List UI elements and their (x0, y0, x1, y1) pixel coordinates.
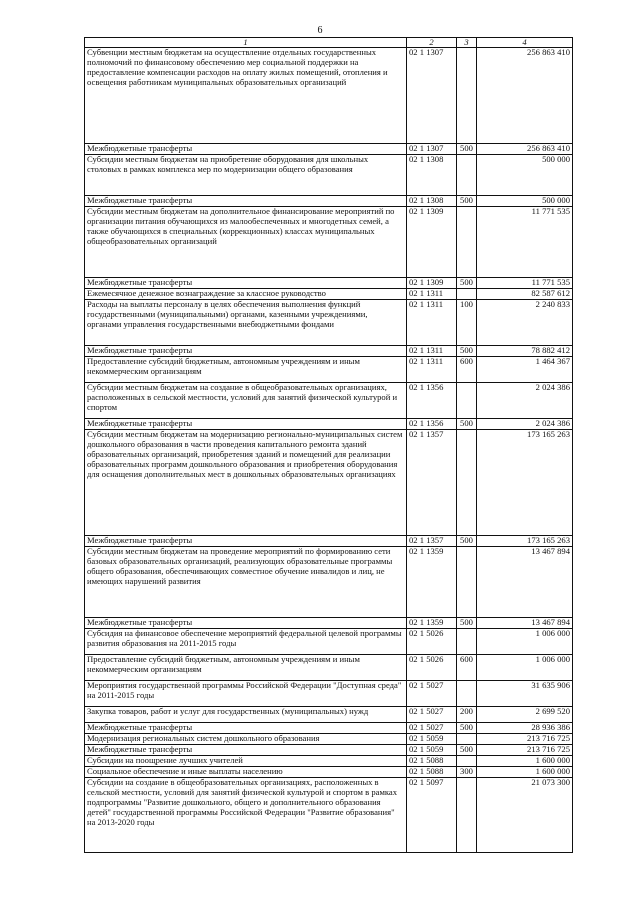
row-type: 600 (457, 655, 477, 681)
header-col-1: 1 (85, 38, 407, 48)
table-row (85, 383, 573, 419)
row-code: 02 1 1356 (407, 383, 457, 419)
row-name: Межбюджетные трансферты (85, 196, 407, 207)
row-type: 500 (457, 144, 477, 155)
row-amount: 173 165 263 (477, 430, 573, 536)
row-name: Межбюджетные трансферты (85, 618, 407, 629)
table-row (85, 289, 573, 300)
row-type (457, 207, 477, 278)
row-code: 02 1 1357 (407, 430, 457, 536)
row-code: 02 1 1307 (407, 48, 457, 144)
row-name: Субвенции местным бюджетам на осуществление отдельных государственных полномочий по финансовому обеспечению мер социальной поддержки на предоставление компенсации расходов на оплату жилых помещений, отопления и освещения работникам муниципальных образовательных организаций (85, 48, 407, 144)
row-code: 02 1 5097 (407, 778, 457, 853)
row-amount: 2 024 386 (477, 383, 573, 419)
row-amount: 1 006 000 (477, 629, 573, 655)
row-type: 100 (457, 300, 477, 346)
table-row (85, 155, 573, 196)
table-row (85, 419, 573, 430)
table-row (85, 547, 573, 618)
row-type (457, 155, 477, 196)
row-amount: 13 467 894 (477, 547, 573, 618)
row-code: 02 1 1311 (407, 346, 457, 357)
row-type (457, 734, 477, 745)
row-type (457, 289, 477, 300)
table-row (85, 48, 573, 144)
row-type (457, 547, 477, 618)
row-code: 02 1 1307 (407, 144, 457, 155)
row-name: Социальное обеспечение и иные выплаты населению (85, 767, 407, 778)
row-name: Межбюджетные трансферты (85, 536, 407, 547)
table-row (85, 300, 573, 346)
row-name: Межбюджетные трансферты (85, 419, 407, 430)
row-code: 02 1 5026 (407, 629, 457, 655)
table-row (85, 278, 573, 289)
row-name: Предоставление субсидий бюджетным, автономным учреждениям и иным некоммерческим организациям (85, 655, 407, 681)
row-type: 200 (457, 707, 477, 723)
row-name: Ежемесячное денежное вознаграждение за классное руководство (85, 289, 407, 300)
row-amount: 28 936 386 (477, 723, 573, 734)
row-code: 02 1 1356 (407, 419, 457, 430)
row-code: 02 1 1308 (407, 155, 457, 196)
row-name: Субсидии местным бюджетам на модернизацию регионально-муниципальных систем дошкольного образования в части проведения капитального ремонта зданий образовательных организаций, приобретения зданий и помещений для реализации образовательных программ дошкольного образования и приобретения оборудования для оснащения дополнительных мест в дошкольных образовательных организациях (85, 430, 407, 536)
row-name: Межбюджетные трансферты (85, 346, 407, 357)
row-amount: 1 464 367 (477, 357, 573, 383)
row-code: 02 1 5026 (407, 655, 457, 681)
row-code: 02 1 1309 (407, 207, 457, 278)
row-type: 500 (457, 419, 477, 430)
table-row (85, 430, 573, 536)
row-name: Субсидии местным бюджетам на создание в общеобразовательных организациях, расположенных в сельской местности, условий для занятий физической культурой и спортом (85, 383, 407, 419)
row-type: 500 (457, 745, 477, 756)
table-row (85, 756, 573, 767)
row-type (457, 681, 477, 707)
table-row (85, 629, 573, 655)
row-name: Субсидии местным бюджетам на приобретение оборудования для школьных столовых в рамках комплекса мер по модернизации общего образования (85, 155, 407, 196)
table-row (85, 618, 573, 629)
table-row (85, 346, 573, 357)
row-type: 500 (457, 536, 477, 547)
row-type (457, 48, 477, 144)
row-amount: 500 000 (477, 155, 573, 196)
header-col-3: 3 (457, 38, 477, 48)
header-row (85, 38, 573, 48)
row-code: 02 1 1308 (407, 196, 457, 207)
row-code: 02 1 5059 (407, 745, 457, 756)
row-type (457, 383, 477, 419)
row-amount: 213 716 725 (477, 734, 573, 745)
row-amount: 1 600 000 (477, 767, 573, 778)
row-code: 02 1 5027 (407, 707, 457, 723)
table-row (85, 196, 573, 207)
table-row (85, 357, 573, 383)
table-row (85, 207, 573, 278)
row-type: 500 (457, 278, 477, 289)
row-code: 02 1 1309 (407, 278, 457, 289)
row-name: Субсидии местным бюджетам на проведение мероприятий по формированию сети базовых образовательных организаций, реализующих образовательные программы общего образования, обеспечивающих совместное обучение инвалидов и лиц, не имеющих нарушений развития (85, 547, 407, 618)
table-row (85, 745, 573, 756)
row-type (457, 778, 477, 853)
row-name: Закупка товаров, работ и услуг для государственных (муниципальных) нужд (85, 707, 407, 723)
row-amount: 13 467 894 (477, 618, 573, 629)
row-name: Субсидия на финансовое обеспечение мероприятий федеральной целевой программы развития образования на 2011-2015 годы (85, 629, 407, 655)
row-code: 02 1 5088 (407, 767, 457, 778)
row-type: 500 (457, 346, 477, 357)
row-name: Межбюджетные трансферты (85, 278, 407, 289)
row-name: Межбюджетные трансферты (85, 723, 407, 734)
row-amount: 78 882 412 (477, 346, 573, 357)
row-code: 02 1 5027 (407, 723, 457, 734)
table-row (85, 723, 573, 734)
row-amount: 82 587 612 (477, 289, 573, 300)
row-amount: 31 635 906 (477, 681, 573, 707)
row-code: 02 1 1311 (407, 300, 457, 346)
row-amount: 21 073 300 (477, 778, 573, 853)
row-amount: 2 240 833 (477, 300, 573, 346)
row-amount: 213 716 725 (477, 745, 573, 756)
row-code: 02 1 1311 (407, 289, 457, 300)
row-amount: 11 771 535 (477, 278, 573, 289)
row-type: 500 (457, 723, 477, 734)
row-amount: 2 699 520 (477, 707, 573, 723)
row-code: 02 1 1357 (407, 536, 457, 547)
table-row (85, 681, 573, 707)
table-row (85, 144, 573, 155)
row-type: 300 (457, 767, 477, 778)
table-row (85, 707, 573, 723)
row-amount: 1 600 000 (477, 756, 573, 767)
row-code: 02 1 5088 (407, 756, 457, 767)
row-type: 600 (457, 357, 477, 383)
table-row (85, 767, 573, 778)
table-row (85, 655, 573, 681)
row-code: 02 1 1359 (407, 618, 457, 629)
row-amount: 173 165 263 (477, 536, 573, 547)
row-code: 02 1 5027 (407, 681, 457, 707)
row-name: Межбюджетные трансферты (85, 144, 407, 155)
row-amount: 256 863 410 (477, 144, 573, 155)
row-amount: 11 771 535 (477, 207, 573, 278)
row-type (457, 629, 477, 655)
page-number: 6 (317, 25, 323, 36)
table-row (85, 536, 573, 547)
budget-table (84, 37, 573, 853)
row-code: 02 1 1311 (407, 357, 457, 383)
row-amount: 256 863 410 (477, 48, 573, 144)
row-amount: 500 000 (477, 196, 573, 207)
row-name: Субсидии на создание в общеобразовательных организациях, расположенных в сельской местности, условий для занятий физической культурой и спортом в рамках подпрограммы "Развитие дошкольного, общего и дополнительного образования детей" государственной программы Российской Федерации "Развитие образования" на 2013-2020 годы (85, 778, 407, 853)
row-type (457, 430, 477, 536)
row-name: Межбюджетные трансферты (85, 745, 407, 756)
row-name: Расходы на выплаты персоналу в целях обеспечения выполнения функций государственными (муниципальными) органами, казенными учреждениями, органами управления государственными внебюджетными фондами (85, 300, 407, 346)
table-row (85, 734, 573, 745)
row-type: 500 (457, 196, 477, 207)
row-name: Субсидии на поощрение лучших учителей (85, 756, 407, 767)
row-type (457, 756, 477, 767)
row-name: Модернизация региональных систем дошкольного образования (85, 734, 407, 745)
header-col-4: 4 (477, 38, 573, 48)
row-name: Субсидии местным бюджетам на дополнительное финансирование мероприятий по организации питания обучающихся из малообеспеченных и многодетных семей, а также обучающихся в специальных (коррекционных) классах муниципальных общеобразовательных организаций (85, 207, 407, 278)
row-name: Предоставление субсидий бюджетным, автономным учреждениям и иным некоммерческим организациям (85, 357, 407, 383)
row-name: Мероприятия государственной программы Российской Федерации "Доступная среда" на 2011-2015 годы (85, 681, 407, 707)
row-code: 02 1 1359 (407, 547, 457, 618)
row-code: 02 1 5059 (407, 734, 457, 745)
row-amount: 2 024 386 (477, 419, 573, 430)
table-row (85, 778, 573, 853)
row-amount: 1 006 000 (477, 655, 573, 681)
header-col-2: 2 (407, 38, 457, 48)
row-type: 500 (457, 618, 477, 629)
